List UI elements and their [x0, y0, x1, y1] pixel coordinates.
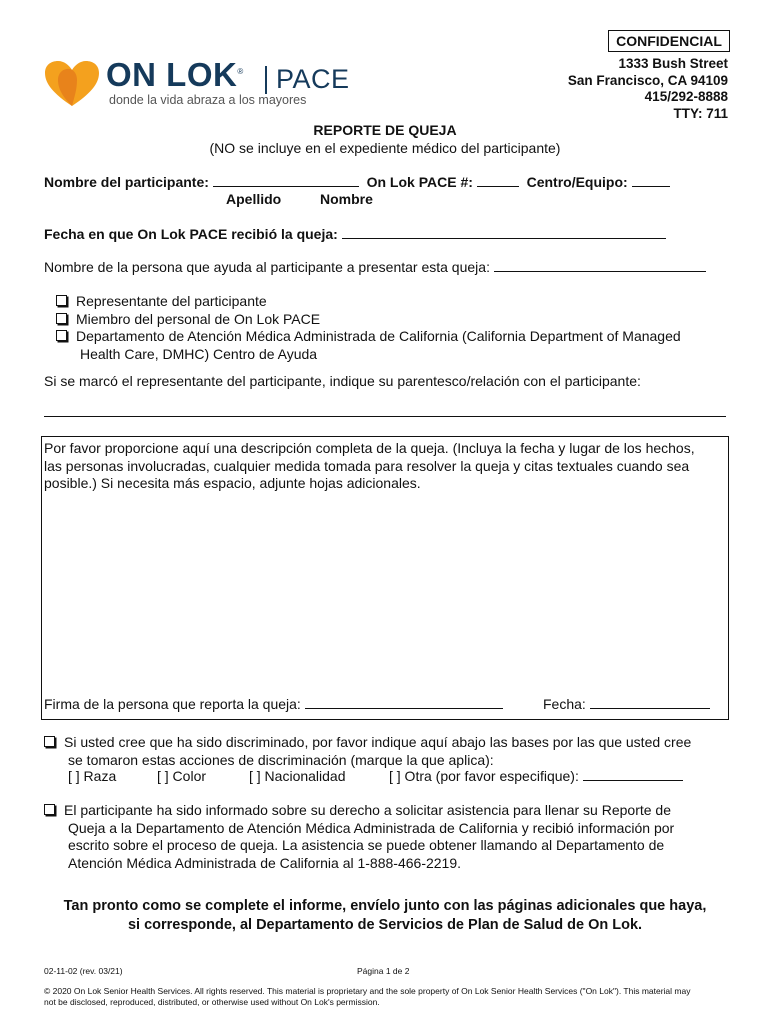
- option-other[interactable]: [ ] Otra (por favor especifique):: [389, 768, 579, 784]
- address-block: [568, 56, 728, 122]
- closing-instructions: [0, 897, 770, 935]
- logo-pace: PACE: [276, 64, 350, 94]
- instruction-line: Por favor proporcione aquí una descripción completa de la queja. (Incluya la fecha y lugar de los hechos,: [44, 440, 695, 456]
- checkbox-icon[interactable]: [44, 736, 55, 747]
- date-label: Fecha:: [543, 696, 586, 712]
- address-line: San Francisco, CA 94109: [567, 72, 728, 88]
- discrimination-text: se tomaron estas acciones de discriminación (marque la que aplica):: [68, 751, 494, 768]
- option-label: Departamento de Atención Médica Administrada de California (California Department of Managed: [76, 328, 681, 344]
- date-row: [543, 696, 710, 712]
- logo-tagline: donde la vida abraza a los mayores: [109, 93, 307, 107]
- option-representative[interactable]: [56, 293, 681, 311]
- discrimination-section: [44, 734, 691, 769]
- instruction-line: posible.) Si necesita más espacio, adjunte hojas adicionales.: [44, 475, 421, 491]
- logo-divider: [265, 66, 267, 94]
- page-title: REPORTE DE QUEJA: [313, 122, 457, 138]
- option-label: Representante del participante: [76, 293, 267, 309]
- participant-name-row: [44, 174, 670, 190]
- checkbox-icon[interactable]: [44, 804, 55, 815]
- informed-text: El participante ha sido informado sobre su derecho a solicitar asistencia para llenar su Reporte de: [64, 802, 672, 818]
- tty-line: TTY: 711: [673, 105, 728, 121]
- relationship-field[interactable]: [44, 416, 726, 417]
- signature-label: Firma de la persona que reporta la queja:: [44, 696, 301, 712]
- option-nationality[interactable]: [ ] Nacionalidad: [249, 768, 346, 784]
- option-color[interactable]: [ ] Color: [157, 768, 207, 784]
- center-field[interactable]: [632, 186, 670, 187]
- option-race[interactable]: [ ] Raza: [68, 768, 117, 784]
- discrimination-text: Si usted cree que ha sido discriminado, por favor indique aquí abajo las bases por las que usted cree: [64, 734, 692, 750]
- signature-field[interactable]: [305, 708, 503, 709]
- description-instructions: [44, 440, 695, 493]
- address-line: 1333 Bush Street: [618, 56, 728, 71]
- copyright-line: © 2020 On Lok Senior Health Services. All rights reserved. This material is proprietary and the sole property of On Lok Senior Health Services ("On Lok"). This material may: [44, 986, 691, 996]
- last-name-caption: Apellido: [226, 191, 282, 207]
- logo-wordmark: [106, 56, 244, 94]
- center-label: Centro/Equipo:: [526, 174, 628, 190]
- pace-number-field[interactable]: [477, 186, 519, 187]
- option-label: Miembro del personal de On Lok PACE: [76, 310, 321, 327]
- signature-row: [44, 696, 503, 712]
- informed-section: [44, 802, 674, 872]
- instruction-line: las personas involucradas, cualquier medida tomada para resolver la queja y citas textuales cuando sea: [44, 457, 690, 474]
- other-specify-field[interactable]: [583, 780, 683, 781]
- pace-number-label: On Lok PACE #:: [366, 174, 473, 190]
- page-number: Página 1 de 2: [357, 966, 410, 976]
- relationship-prompt: Si se marcó el representante del participante, indique su parentesco/relación con el participante:: [44, 373, 641, 389]
- informed-text: escrito sobre el proceso de queja. La asistencia se puede obtener llamando al Departamento de: [68, 837, 665, 853]
- received-date-field[interactable]: [342, 238, 666, 239]
- helper-label: Nombre de la persona que ayuda al participante a presentar esta queja:: [44, 259, 490, 275]
- received-date-row: [44, 226, 666, 242]
- confidential-label: CONFIDENCIAL: [608, 30, 730, 52]
- closing-line: Tan pronto como se complete el informe, envíelo junto con las páginas adicionales que haya,: [63, 898, 707, 914]
- informed-text: Atención Médica Administrada de California al 1-888-466-2219.: [68, 854, 462, 871]
- helper-options: [56, 293, 681, 363]
- option-dmhc-continued: Health Care, DMHC) Centro de Ayuda: [80, 345, 318, 362]
- participant-name-field[interactable]: [213, 186, 359, 187]
- checkbox-icon[interactable]: [56, 295, 67, 306]
- closing-line: si corresponde, al Departamento de Servicios de Plan de Salud de On Lok.: [127, 917, 643, 933]
- logo-word: ON LOK: [106, 56, 238, 93]
- helper-field[interactable]: [494, 271, 706, 272]
- helper-row: [44, 259, 706, 275]
- copyright-notice: [44, 986, 734, 1008]
- checkbox-icon[interactable]: [56, 313, 67, 324]
- received-date-label: Fecha en que On Lok PACE recibió la queja:: [44, 226, 338, 242]
- copyright-line: not be disclosed, reproduced, distributed, or otherwise used without On Lok's permission.: [44, 997, 380, 1007]
- option-dmhc[interactable]: [56, 328, 681, 346]
- phone-line: 415/292-8888: [644, 89, 728, 104]
- form-code: 02-11-02 (rev. 03/21): [44, 966, 123, 976]
- checkbox-icon[interactable]: [56, 330, 67, 341]
- first-name-caption: Nombre: [320, 191, 373, 207]
- informed-text: Queja a la Departamento de Atención Médica Administrada de California y recibió información por: [68, 819, 675, 836]
- heart-logo-icon: [44, 60, 100, 108]
- option-other-row: [389, 768, 683, 784]
- page-subtitle: (NO se incluye en el expediente médico del participante): [209, 140, 561, 156]
- date-field[interactable]: [590, 708, 710, 709]
- participant-name-label: Nombre del participante:: [44, 174, 209, 190]
- option-staff[interactable]: [56, 311, 681, 329]
- registered-mark: ®: [237, 67, 244, 76]
